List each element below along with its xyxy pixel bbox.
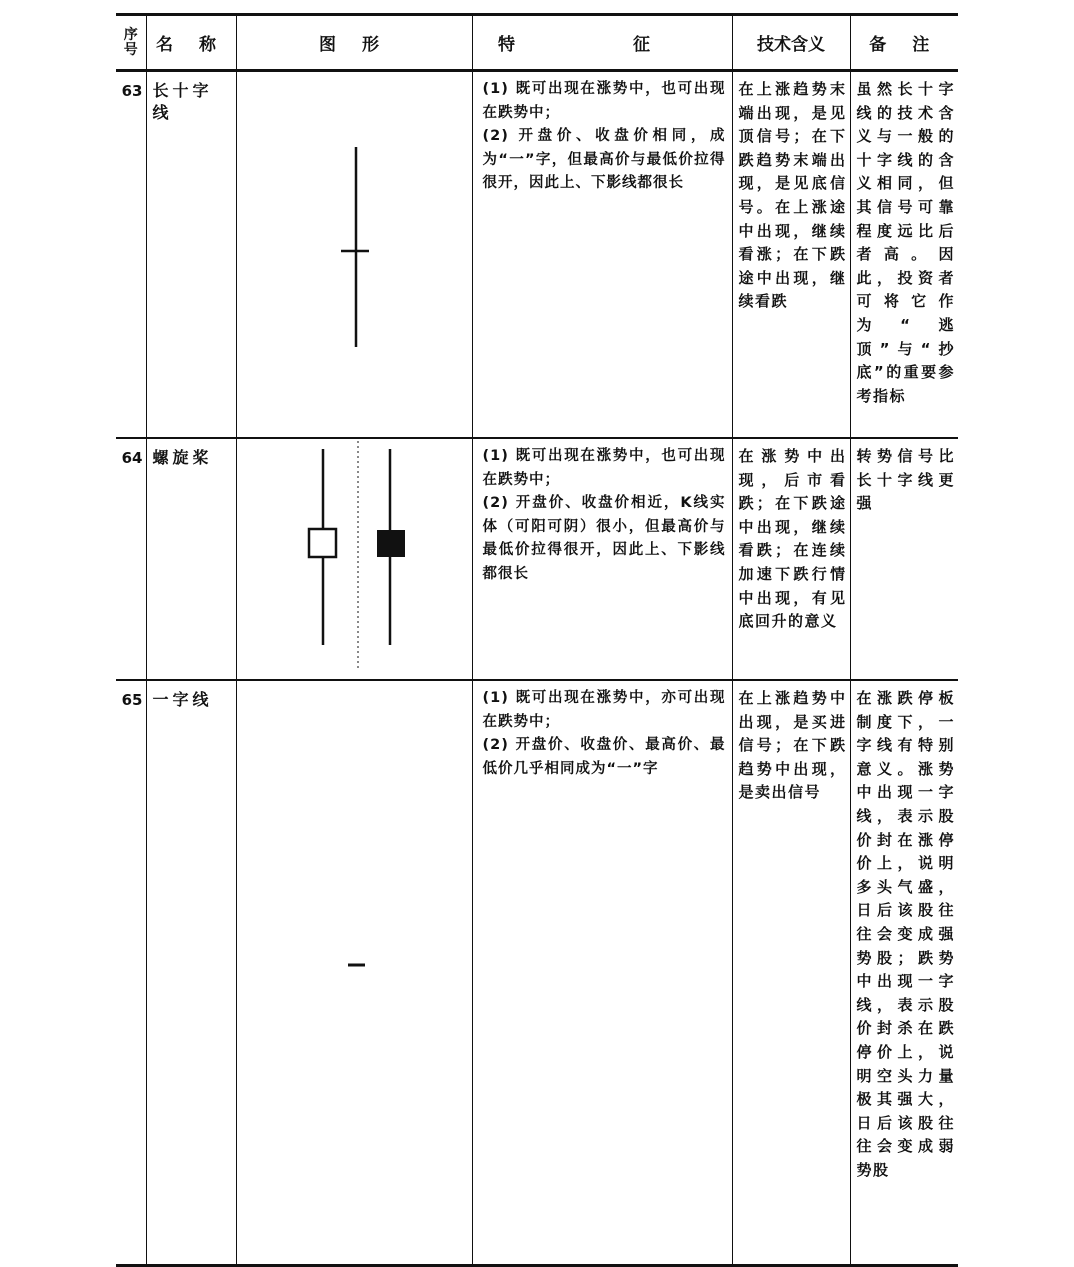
- feature-line: (2) 开盘价、收盘价相近，K线实体（可阳可阴）很小，但最高价与最低价拉得很开，因此上、下影线都很长: [482, 495, 726, 582]
- pattern-figure: [236, 680, 472, 1266]
- pattern-features: [472, 438, 732, 680]
- pattern-note: 在涨跌停板制度下，一字线有特别意义。涨势中出现一字线，表示股价封在涨停价上，说明多头气盛，日后该股往往会变成强势股；跌势中出现一字线，表示股价封杀在跌停价上，说明空头力量极其强大，日后该股往往会变成弱势股: [850, 680, 958, 1266]
- feature-line: (1) 既可出现在涨势中，亦可出现在跌势中；: [482, 690, 726, 730]
- row-number: 63: [116, 71, 146, 439]
- header-name: 名 称: [146, 15, 236, 71]
- pattern-tech-meaning: 在涨势中出现，后市看跌；在下跌途中出现，继续看跌；在连续加速下跌行情中出现，有见底回升的意义: [732, 438, 850, 680]
- header-note: 备 注: [850, 15, 958, 71]
- spinning-top-candlesticks-icon: [237, 439, 473, 669]
- pattern-tech-meaning: 在上涨趋势末端出现，是见顶信号；在下跌趋势末端出现，是见底信号。在上涨途中出现，继续看涨；在下跌途中出现，继续看跌: [732, 71, 850, 439]
- pattern-name: 螺旋桨: [146, 438, 236, 680]
- pattern-tech-meaning: 在上涨趋势中出现，是买进信号；在下跌趋势中出现，是卖出信号: [732, 680, 850, 1266]
- one-line-candlestick-icon: [237, 681, 473, 1254]
- feature-line: (2) 开盘价、收盘价、最高价、最低价几乎相同成为“一”字: [482, 737, 726, 777]
- pattern-features: [472, 71, 732, 439]
- pattern-features: [472, 680, 732, 1266]
- header-figure: 图 形: [236, 15, 472, 71]
- header-no: [116, 15, 146, 71]
- table-row: [116, 438, 958, 680]
- feature-line: (1) 既可出现在涨势中，也可出现在跌势中；: [482, 81, 726, 121]
- header-no-char-2: 号: [123, 41, 138, 58]
- candlestick-pattern-table: [116, 13, 958, 1267]
- pattern-name: 长十字线: [146, 71, 236, 439]
- table-row: [116, 680, 958, 1266]
- header-feature: 特 征: [472, 15, 732, 71]
- table-header-row: [116, 15, 958, 71]
- long-cross-candlestick-icon: [237, 72, 473, 427]
- pattern-name: 一字线: [146, 680, 236, 1266]
- pattern-figure: [236, 71, 472, 439]
- feature-line: (2) 开盘价、收盘价相同，成为“一”字，但最高价与最低价拉得很开，因此上、下影线都很长: [482, 128, 726, 191]
- row-number: 65: [116, 680, 146, 1266]
- pattern-note: 转势信号比长十字线更强: [850, 438, 958, 680]
- table-row: [116, 71, 958, 439]
- header-tech: 技术含义: [732, 15, 850, 71]
- pattern-note: 虽然长十字线的技术含义与一般的十字线的含义相同，但其信号可靠程度远比后者高。因此，投资者可将它作为“逃顶”与“抄底”的重要参考指标: [850, 71, 958, 439]
- header-no-char-1: 序: [123, 26, 138, 43]
- pattern-figure: [236, 438, 472, 680]
- feature-line: (1) 既可出现在涨势中，也可出现在跌势中；: [482, 448, 726, 488]
- row-number: 64: [116, 438, 146, 680]
